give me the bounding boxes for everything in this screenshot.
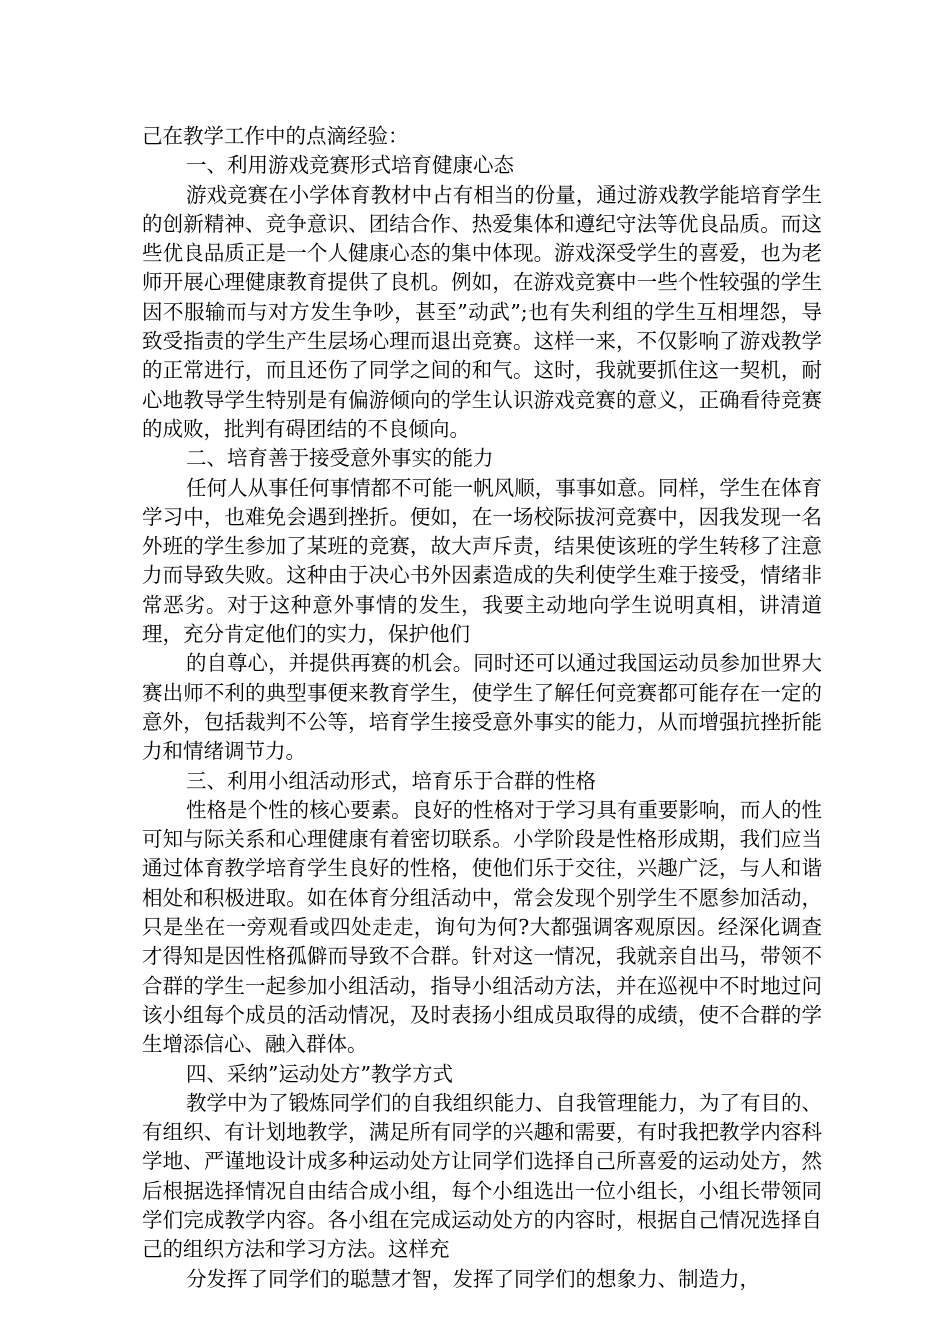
section-heading-3: 三、利用小组活动形式，培育乐于合群的性格 <box>186 768 596 793</box>
paragraph-section-2b: 的自尊心，并提供再赛的机会。同时还可以通过我国运动员参加世界大赛出师不利的典型事便来教育学生，使学生了解任何竞赛都可能存在一定的意外，包括裁判不公等，培育学生接受意外事实的能力，从而增强抗挫折能力和情绪调节力。 <box>142 651 822 764</box>
section-heading-2: 二、培育善于接受意外事实的能力 <box>186 446 494 471</box>
paragraph-section-2a: 任何人从事任何事情都不可能一帆风顺，事事如意。同样，学生在体育学习中，也难免会遇到挫折。便如，在一场校际拔河竞赛中，因我发现一名外班的学生参加了某班的竞赛，故大声斥责，结果使该班的学生转移了注意力而导致失败。这种由于决心书外因素造成的失利使学生难于接受，情绪非常恶劣。对于这种意外事情的发生，我要主动地向学生说明真相，讲清道理，充分肯定他们的实力，保护他们 <box>142 475 822 647</box>
section-heading-1: 一、利用游戏竞赛形式培育健康心态 <box>186 153 514 178</box>
paragraph-section-3: 性格是个性的核心要素。良好的性格对于学习具有重要影响，而人的性可知与际关系和心理健康有着密切联系。小学阶段是性格形成期，我们应当通过体育教学培育学生良好的性格，使他们乐于交往，兴趣广泛，与人和谐相处和积极进取。如在体育分组活动中，常会发现个别学生不愿参加活动，只是坐在一旁观看或四处走走，询句为何?大都强调客观原因。经深化调查才得知是因性格孤僻而导致不合群。针对这一情况，我就亲自出马，带领不合群的学生一起参加小组活动，指导小组活动方法，并在巡视中不时地过问该小组每个成员的活动情况，及时表扬小组成员取得的成绩，使不合群的学生增添信心、融入群体。 <box>142 797 822 1057</box>
section-heading-4: 四、采纳”运动处方”教学方式 <box>186 1061 453 1086</box>
document-body <box>142 122 822 1294</box>
paragraph-intro-line: 己在教学工作中的点滴经验： <box>142 124 409 148</box>
paragraph-section-4b: 分发挥了同学们的聪慧才智，发挥了同学们的想象力、制造力， <box>186 1266 760 1291</box>
paragraph-section-4a: 教学中为了锻炼同学们的自我组织能力、自我管理能力，为了有目的、有组织、有计划地教学，满足所有同学的兴趣和需要，有时我把教学内容科学地、严谨地设计成多种运动处方让同学们选择自己所喜爱的运动处方，然后根据选择情况自由结合成小组，每个小组选出一位小组长，小组长带领同学们完成教学内容。各小组在完成运动处方的内容时，根据自己情况选择自己的组织方法和学习方法。这样充 <box>142 1090 822 1262</box>
paragraph-section-1: 游戏竞赛在小学体育教材中占有相当的份量，通过游戏教学能培育学生的创新精神、竞争意识、团结合作、热爱集体和遵纪守法等优良品质。而这些优良品质正是一个人健康心态的集中体现。游戏深受学生的喜爱，也为老师开展心理健康教育提供了良机。例如，在游戏竞赛中一些个性较强的学生因不服输而与对方发生争吵，甚至”动武”;也有失利组的学生互相埋怨，导致受指责的学生产生层场心理而退出竞赛。这样一来，不仅影响了游戏教学的正常进行，而且还伤了同学之间的和气。这时，我就要抓住这一契机，耐心地教导学生特别是有偏游倾向的学生认识游戏竞赛的意义，正确看待竞赛的成败，批判有碍团结的不良倾向。 <box>142 182 822 441</box>
